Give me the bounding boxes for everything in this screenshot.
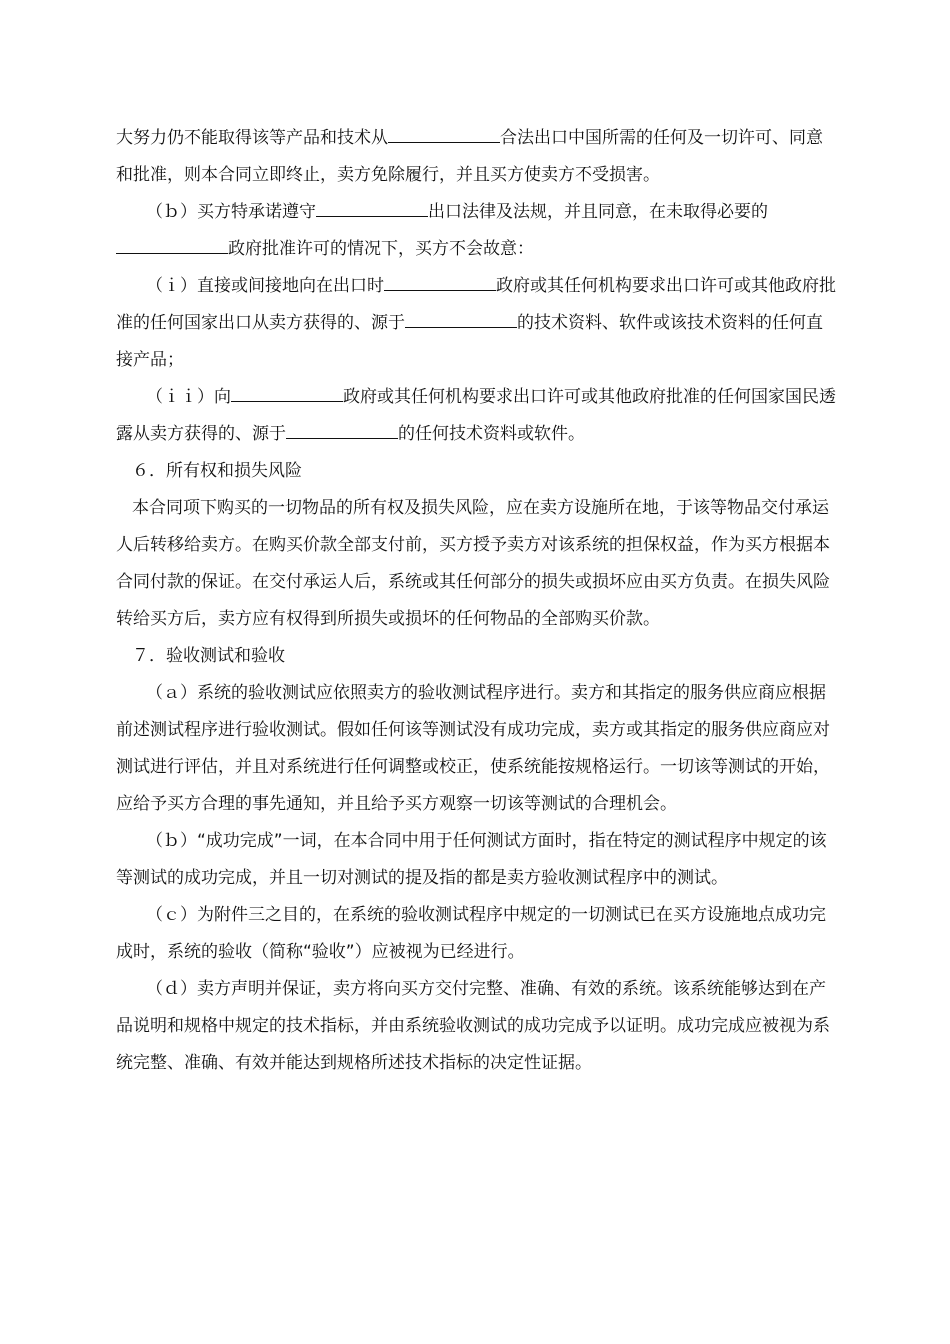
section-heading-6 [116,453,836,490]
document-page [116,120,836,1082]
section-heading-7 [116,638,836,675]
text: 本合同项下购买的一切物品的所有权及损失风险，应在卖方设施所在地，于该等物品交付承运人后转移给卖方。在购买价款全部支付前，买方授予卖方对该系统的担保权益，作为买方根据本合同付款的保证。在交付承运人后，系统或其任何部分的损失或损坏应由买方负责。在损失风险转给买方后，卖方应有权得到所损失或损坏的任何物品的全部购买价款。 [116,498,830,629]
fill-blank [405,312,517,328]
text: （ｉｉ）向 [146,387,231,407]
text: 的技术资料、软件或该技术资料的任何直接产品； [116,313,823,370]
paragraph-clause-c-acceptance [116,897,836,971]
paragraph-clause-i [116,268,836,379]
fill-blank [388,127,500,143]
fill-blank [116,238,228,254]
fill-blank [316,201,428,217]
text: 政府批准许可的情况下，买方不会故意： [228,239,534,259]
fill-blank [231,386,343,402]
text: 大努力仍不能取得该等产品和技术从 [116,128,388,148]
text: （ｂ）买方特承诺遵守 [146,202,316,222]
text: ７．验收测试和验收 [132,646,285,666]
text: （ｉ）直接或间接地向在出口时 [146,276,384,296]
paragraph-clause-b-export-law [116,194,836,268]
fill-blank [286,423,398,439]
text: 出口法律及法规，并且同意，在未取得必要的 [428,202,768,222]
text: ６．所有权和损失风险 [132,461,302,481]
text: 政府或其任何机构要求出口许可或其他政府批准的任何国家国民透露从卖方获得的、源于 [116,387,836,444]
text: 合法出口中国所需的任何及一切许可、同意和批准，则本合同立即终止，卖方免除履行，并且买方使卖方不受损害。 [116,128,823,185]
paragraph-export-permit [116,120,836,194]
paragraph-ownership-risk [116,490,836,638]
text: 的任何技术资料或软件。 [398,424,585,444]
paragraph-clause-a-acceptance-test [116,675,836,823]
text: 政府或其任何机构要求出口许可或其他政府批准的任何国家出口从卖方获得的、源于 [116,276,836,333]
text: （ｃ）为附件三之目的，在系统的验收测试程序中规定的一切测试已在买方设施地点成功完成时，系统的验收（简称“验收”）应被视为已经进行。 [116,905,826,962]
text: （ｂ）“成功完成”一词，在本合同中用于任何测试方面时，指在特定的测试程序中规定的该等测试的成功完成，并且一切对测试的提及指的都是卖方验收测试程序中的测试。 [116,831,827,888]
paragraph-clause-ii [116,379,836,453]
paragraph-clause-b-success [116,823,836,897]
paragraph-clause-d-warranty [116,971,836,1082]
fill-blank [384,275,496,291]
text: （ａ）系统的验收测试应依照卖方的验收测试程序进行。卖方和其指定的服务供应商应根据前述测试程序进行验收测试。假如任何该等测试没有成功完成，卖方或其指定的服务供应商应对测试进行评估，并且对系统进行任何调整或校正，使系统能按规格运行。一切该等测试的开始，应给予买方合理的事先通知，并且给予买方观察一切该等测试的合理机会。 [116,683,830,814]
text: （ｄ）卖方声明并保证，卖方将向买方交付完整、准确、有效的系统。该系统能够达到在产品说明和规格中规定的技术指标，并由系统验收测试的成功完成予以证明。成功完成应被视为系统完整、准确、有效并能达到规格所述技术指标的决定性证据。 [116,979,830,1073]
